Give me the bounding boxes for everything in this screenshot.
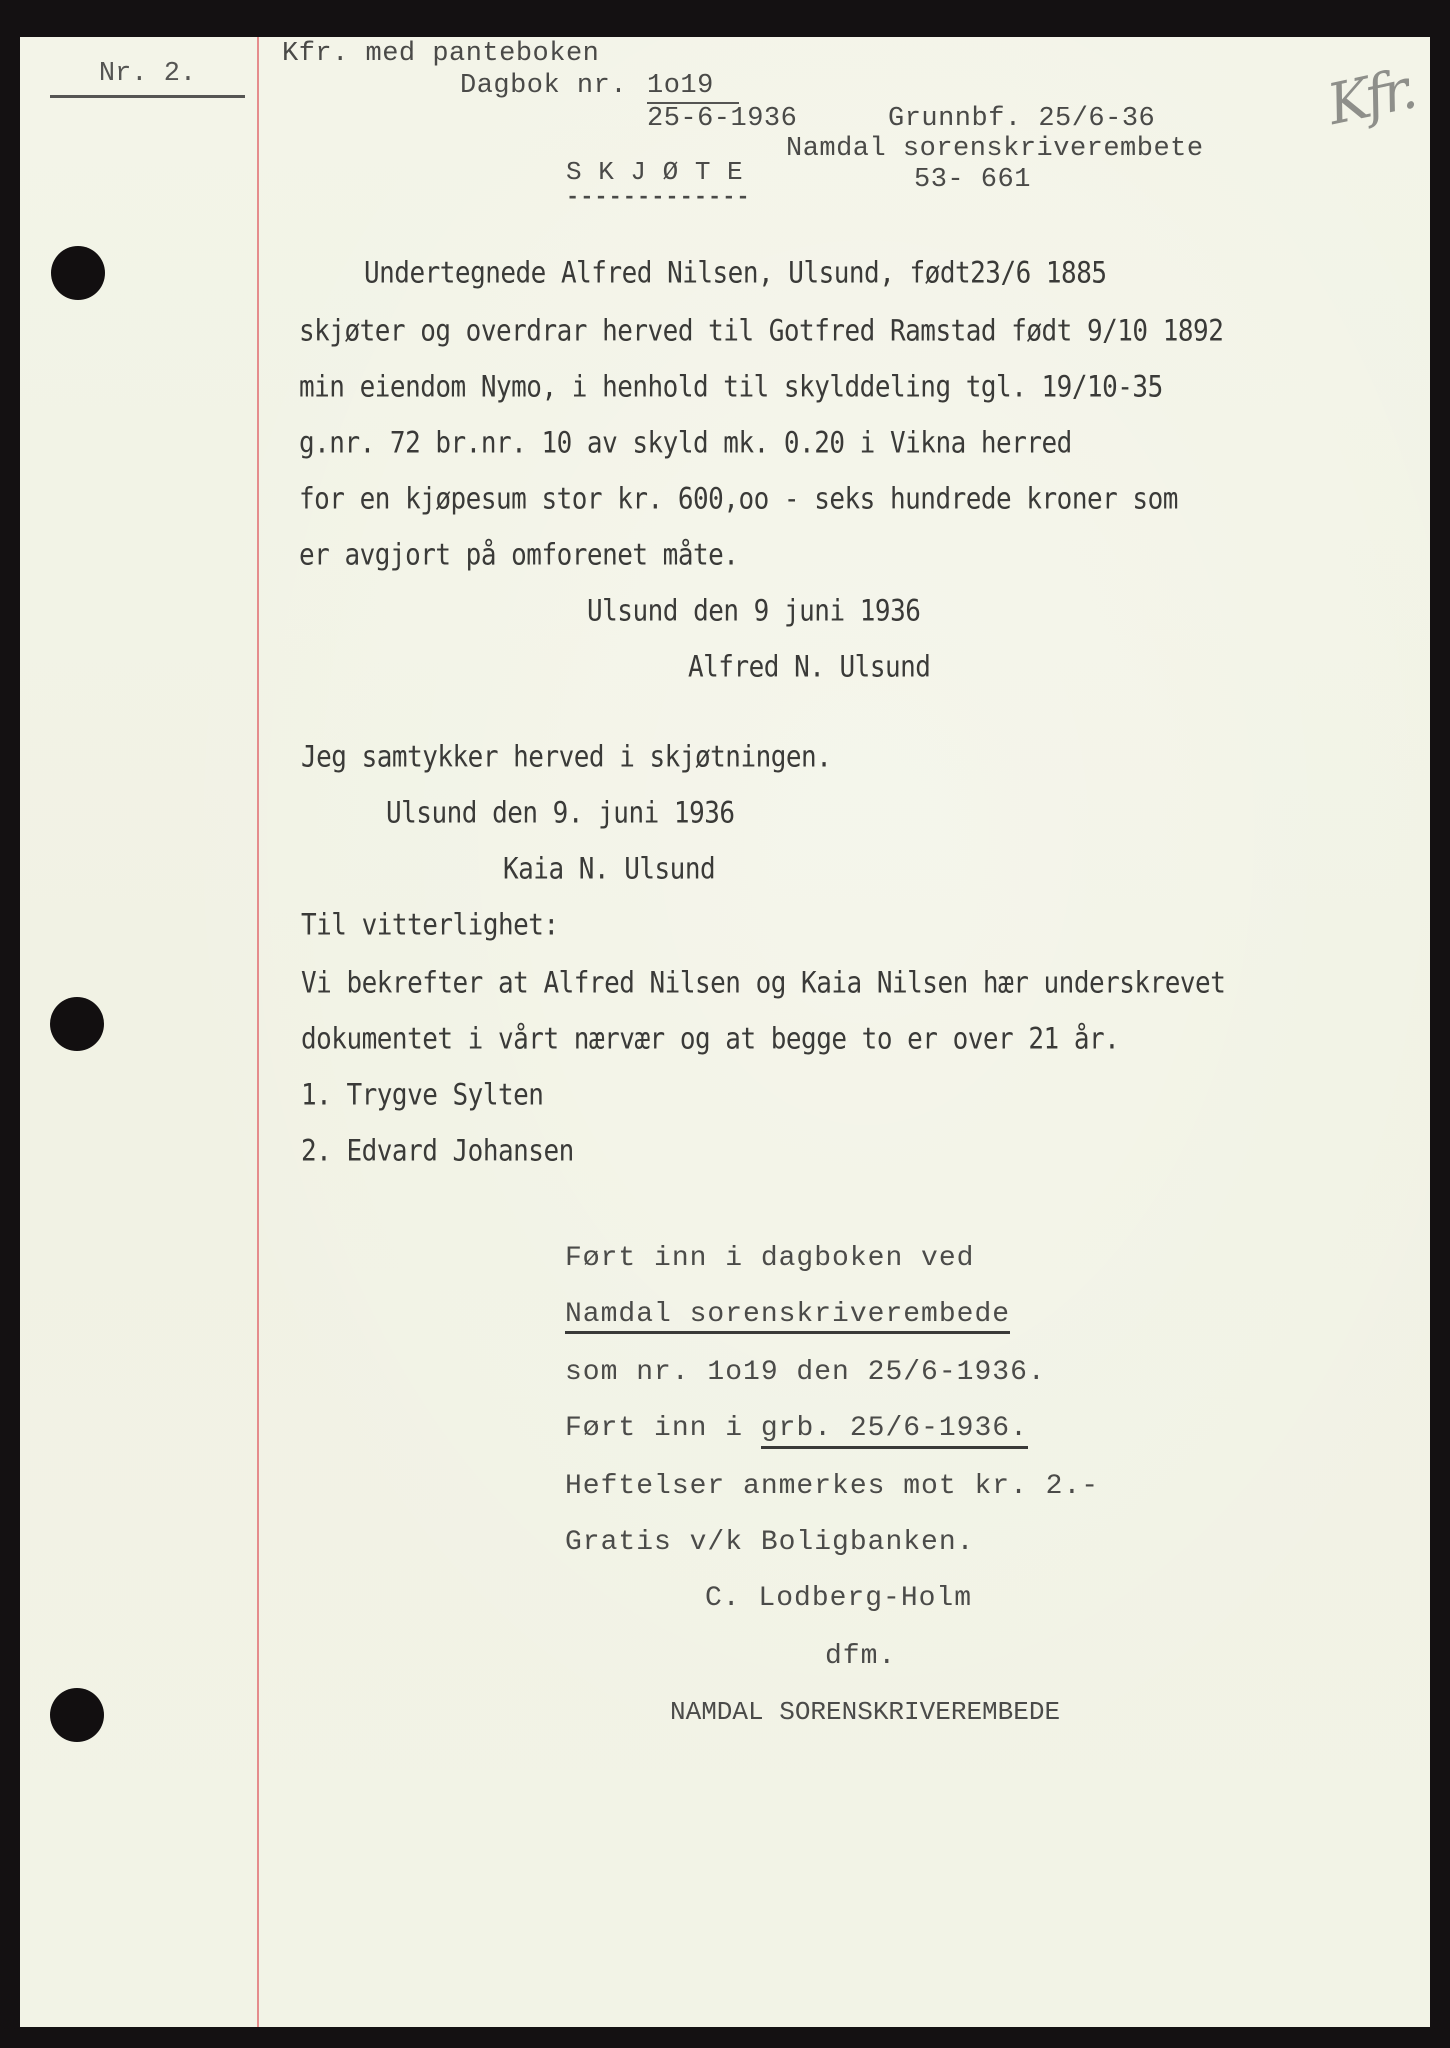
witness-2: 2. Edvard Johansen: [301, 1134, 574, 1169]
stamp-line-4: [565, 1415, 1028, 1443]
document-title: S K J Ø T E: [566, 157, 744, 187]
deed-line-2: skjøter og overdrar herved til Gotfred Ramstad født 9/10 1892: [299, 314, 1224, 349]
stamp-grb-date-underlined: grb. 25/6-1936.: [761, 1413, 1028, 1449]
document-number-label: Nr. 2.: [50, 59, 245, 98]
deed-line-4: g.nr. 72 br.nr. 10 av skyld mk. 0.20 i Vikna herred: [299, 426, 1072, 461]
stamp-signatory: C. Lodberg-Holm: [705, 1583, 973, 1614]
title-underline: -------------: [566, 185, 751, 210]
stamp-office-name: NAMDAL SORENSKRIVEREMBEDE: [670, 1697, 1061, 1727]
deed-line-6: er avgjort på omforenet måte.: [299, 538, 739, 573]
punch-hole-icon: [50, 997, 104, 1051]
dagbok-date: 25-6-1936: [647, 104, 798, 134]
stamp-line-4-prefix: Ført inn i: [565, 1413, 761, 1444]
consent-name: Kaia N. Ulsund: [503, 852, 716, 887]
stamp-office-underlined: Namdal sorenskriverembede: [565, 1301, 1010, 1334]
dagbok-label: Dagbok nr.: [460, 71, 628, 101]
stamp-line-3: som nr. 1o19 den 25/6-1936.: [565, 1357, 1046, 1388]
deed-line-3: min eiendom Nymo, i henhold til skylddeling tgl. 19/10-35: [299, 370, 1163, 405]
punch-hole-icon: [50, 1688, 104, 1742]
seller-name: Alfred N. Ulsund: [688, 650, 931, 685]
grunnbf-date: Grunnbf. 25/6-36: [888, 104, 1156, 134]
stamp-signatory-title: dfm.: [825, 1641, 897, 1672]
stamp-line-1: Ført inn i dagboken ved: [565, 1243, 975, 1274]
paper-sheet: [20, 37, 1430, 2027]
handwritten-kfr-mark: Kfr.: [1322, 56, 1419, 139]
red-margin-line: [257, 37, 259, 2027]
stamp-line-6: Gratis v/k Boligbanken.: [565, 1527, 975, 1558]
deed-line-1: Undertegnede Alfred Nilsen, Ulsund, født23/6 1885: [364, 256, 1107, 291]
consent-statement: Jeg samtykker herved i skjøtningen.: [301, 740, 832, 775]
witness-1: 1. Trygve Sylten: [301, 1078, 544, 1113]
punch-hole-icon: [51, 246, 105, 300]
consent-place-date: Ulsund den 9. juni 1936: [386, 796, 735, 831]
witness-statement-line-1: Vi bekrefter at Alfred Nilsen og Kaia Nilsen hær underskrevet: [301, 966, 1226, 1001]
stamp-line-5: Heftelser anmerkes mot kr. 2.-: [565, 1471, 1100, 1502]
volume-page: 53- 661: [914, 165, 1031, 195]
office-name-header: Namdal sorenskriverembete: [786, 134, 1204, 164]
deed-line-5: for en kjøpesum stor kr. 600,oo - seks hundrede kroner som: [299, 482, 1178, 517]
dagbok-number: 1o19: [647, 73, 739, 104]
seller-place-date: Ulsund den 9 juni 1936: [587, 594, 921, 629]
witness-statement-line-2: dokumentet i vårt nærvær og at begge to er over 21 år.: [301, 1022, 1120, 1057]
reference-line: Kfr. med panteboken: [282, 39, 600, 69]
witness-heading: Til vitterlighet:: [301, 908, 559, 943]
